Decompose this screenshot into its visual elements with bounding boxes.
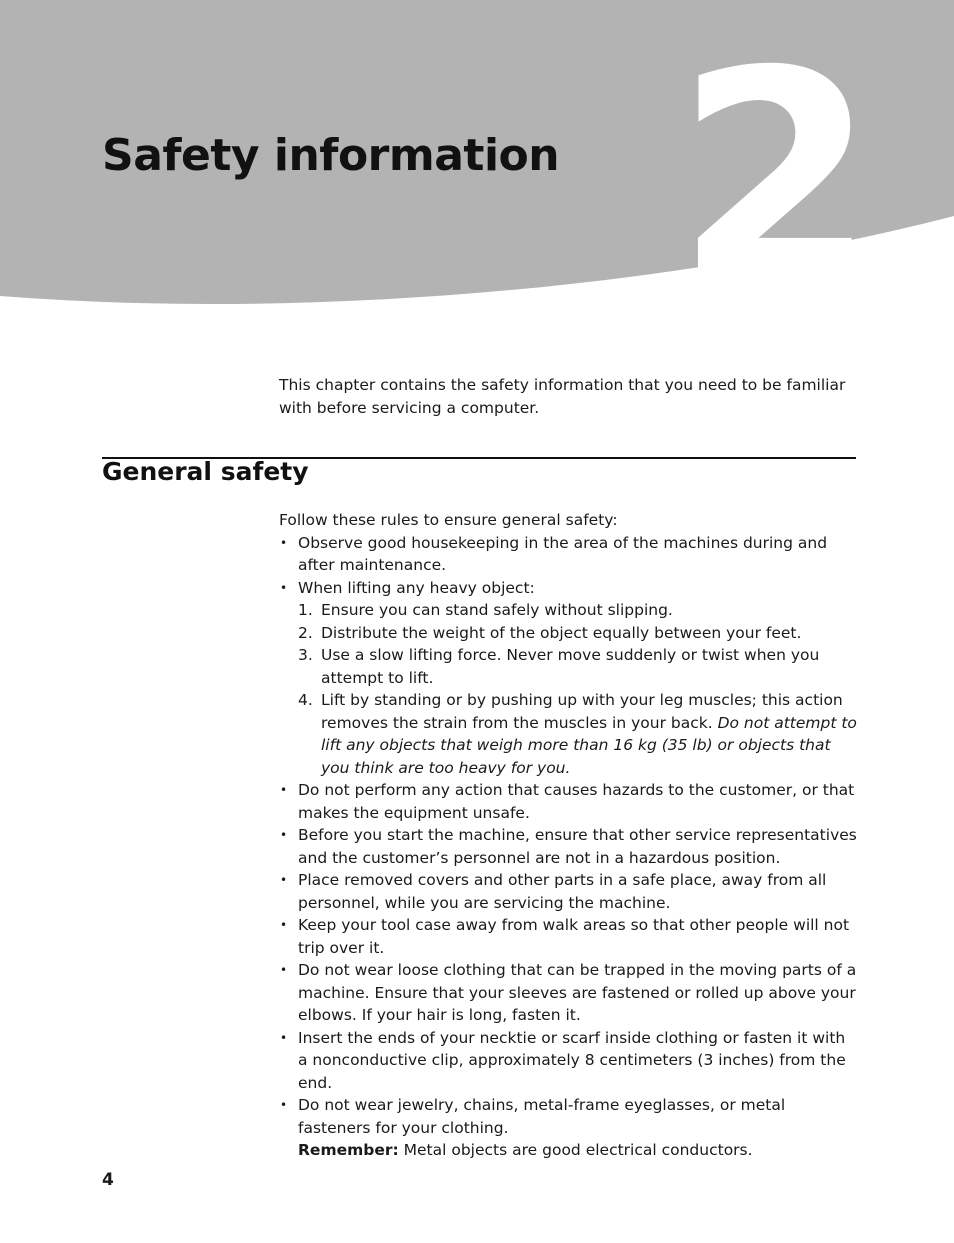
list-item-text: Keep your tool case away from walk areas so that other people will not trip over it. xyxy=(298,916,850,957)
step-number: 4. xyxy=(298,691,313,709)
step-text: Ensure you can stand safely without slipping. xyxy=(321,601,673,619)
chapter-number: 2 xyxy=(675,10,877,330)
step-item xyxy=(298,689,859,779)
step-warning-text: Do not attempt to lift any objects that weigh more than 16 kg (35 lb) or objects that you think are too heavy for you. xyxy=(321,713,857,777)
chapter-intro: This chapter contains the safety information that you need to be familiar with before servicing a computer. xyxy=(279,376,846,417)
remember-label: Remember: xyxy=(298,1141,399,1159)
list-item xyxy=(279,1027,859,1095)
remember-text: Metal objects are good electrical conductors. xyxy=(398,1141,753,1159)
list-item xyxy=(279,577,859,780)
list-item xyxy=(279,869,859,914)
list-item xyxy=(279,959,859,1027)
list-item-text: Do not wear loose clothing that can be trapped in the moving parts of a machine. Ensure that your sleeves are fastened or rolled up above your elbows. If your hair is long, fasten it. xyxy=(298,961,857,1024)
step-item xyxy=(298,599,859,622)
list-item-text: Do not perform any action that causes hazards to the customer, or that makes the equipment unsafe. xyxy=(298,781,855,822)
list-item xyxy=(279,914,859,959)
list-item-text: Place removed covers and other parts in a safe place, away from all personnel, while you are servicing the machine. xyxy=(298,871,827,912)
page-number: 4 xyxy=(102,1170,114,1190)
step-number: 2. xyxy=(298,623,313,642)
bullet-icon: • xyxy=(280,580,288,595)
chapter-title: Safety information xyxy=(102,130,560,181)
bullet-icon: • xyxy=(280,828,288,842)
list-item xyxy=(279,532,859,577)
section-lead: Follow these rules to ensure general safety: xyxy=(279,511,618,529)
bullet-icon: • xyxy=(280,1098,288,1112)
step-number: 1. xyxy=(298,601,313,619)
list-item xyxy=(279,824,859,869)
safety-rules-list xyxy=(279,532,859,1162)
list-item-text: When lifting any heavy object: xyxy=(298,578,535,597)
bullet-icon: • xyxy=(280,873,288,887)
section-content xyxy=(279,509,859,1162)
bullet-icon: • xyxy=(280,783,288,797)
bullet-icon: • xyxy=(280,535,288,550)
step-item xyxy=(298,644,859,689)
step-text: Use a slow lifting force. Never move suddenly or twist when you attempt to lift. xyxy=(321,646,820,687)
step-number: 3. xyxy=(298,646,313,664)
step-text: Distribute the weight of the object equally between your feet. xyxy=(321,623,802,642)
bullet-icon: • xyxy=(280,963,288,977)
bullet-icon: • xyxy=(280,1030,288,1045)
step-text: Lift by standing or by pushing up with your leg muscles; this action removes the strain from the muscles in your back. xyxy=(321,691,843,732)
remember-note xyxy=(298,1139,859,1162)
lifting-steps-list xyxy=(298,599,859,779)
bullet-icon: • xyxy=(280,918,288,932)
section-title: General safety xyxy=(102,457,309,486)
list-item-text: Before you start the machine, ensure that other service representatives and the customer’s personnel are not in a hazardous position. xyxy=(298,826,857,867)
list-item xyxy=(279,779,859,824)
list-item-text: Do not wear jewelry, chains, metal-frame eyeglasses, or metal fasteners for your clothing. xyxy=(298,1096,786,1137)
list-item xyxy=(279,1094,859,1162)
list-item-text: Insert the ends of your necktie or scarf inside clothing or fasten it with a nonconductive clip, approximately 8 centimeters (3 inches) from the end. xyxy=(298,1028,846,1092)
step-item xyxy=(298,622,859,645)
list-item-text: Observe good housekeeping in the area of the machines during and after maintenance. xyxy=(298,533,828,574)
